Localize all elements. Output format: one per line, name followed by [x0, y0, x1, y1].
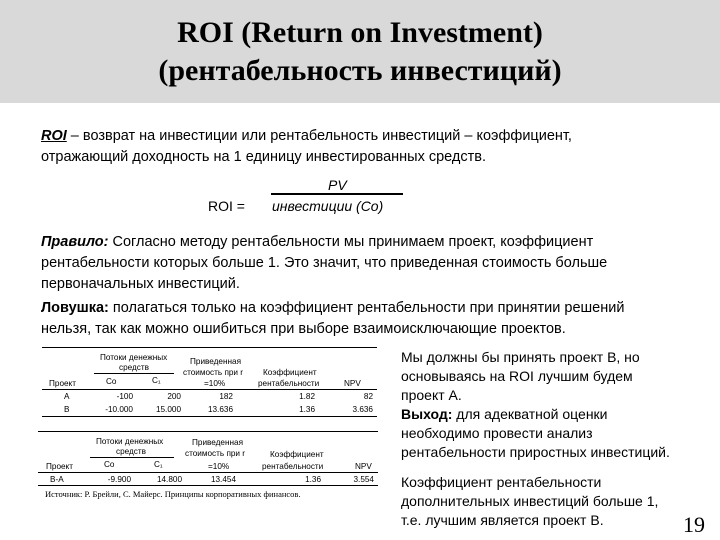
- fraction-bar: [271, 193, 403, 195]
- incremental-paragraph: [401, 473, 716, 530]
- cell-c1: 15.000: [155, 405, 181, 414]
- formula-numerator: PV: [328, 177, 347, 193]
- header-pv-l2: стоимость при r: [183, 368, 244, 377]
- table-top-rule: [42, 347, 377, 348]
- cell-pv: 13.636: [207, 405, 233, 414]
- title-banner: [0, 0, 720, 103]
- header-c0: Co: [106, 377, 117, 386]
- conclusion-line1: Мы должны бы принять проект B, но: [401, 349, 640, 365]
- header-cash-flows-l1: Потоки денежных: [96, 437, 164, 446]
- table-bottom-rule: [38, 485, 378, 486]
- definition-paragraph: [41, 126, 681, 168]
- header-project: Проект: [46, 462, 73, 471]
- cell-project: B: [64, 405, 70, 414]
- formula-denominator: инвестиции (Co): [272, 198, 384, 214]
- header-pv-l1: Приведенная: [190, 357, 242, 366]
- cell-project: A: [64, 392, 70, 401]
- cell-c1: 14.800: [156, 475, 182, 484]
- header-pi-l2: рентабельности: [258, 379, 320, 388]
- cell-c1: 200: [167, 392, 181, 401]
- cell-npv: 82: [363, 392, 373, 401]
- conclusion-line3: проект А.: [401, 387, 462, 403]
- definition-line1: – возврат на инвестиции или рентабельность инвестиций – коэффициент,: [66, 128, 572, 144]
- header-pv-l1: Приведенная: [192, 438, 244, 447]
- page-title-line1: ROI (Return on Investment): [177, 16, 543, 49]
- rule-paragraph: [41, 232, 681, 295]
- header-npv: NPV: [355, 462, 372, 471]
- formula-lhs: ROI =: [208, 198, 245, 214]
- cell-project: B-A: [50, 475, 64, 484]
- rule-label: Правило:: [41, 234, 109, 250]
- exit-label: Выход:: [401, 406, 453, 422]
- header-pi-l2: рентабельности: [262, 462, 324, 471]
- cell-npv: 3.554: [353, 475, 374, 484]
- header-rule: [42, 389, 377, 390]
- source-note: Источник: Р. Брейли, С. Майерс. Принципы корпоративных финансов.: [45, 489, 301, 499]
- header-cash-flows-l2: средств: [119, 363, 149, 372]
- header-rule: [38, 472, 378, 473]
- trap-line1: полагаться только на коэффициент рентабельности при принятии решений: [108, 300, 625, 316]
- cell-c0: -9.900: [107, 475, 131, 484]
- incremental-line1: Коэффициент рентабельности: [401, 474, 602, 490]
- roi-term: ROI: [41, 128, 67, 144]
- header-c1: C₁: [154, 460, 163, 469]
- exit-line2: необходимо провести анализ: [401, 425, 593, 441]
- rule-line1: Согласно методу рентабельности мы принимаем проект, коэффициент: [108, 234, 594, 250]
- cell-pv: 182: [219, 392, 233, 401]
- table-bottom-rule: [42, 416, 377, 417]
- rule-line2: рентабельности которых больше 1. Это значит, что приведенная стоимость больше: [41, 255, 608, 271]
- incremental-line3: т.е. лучшим является проект B.: [401, 512, 604, 528]
- cash-flows-rule: [94, 373, 174, 374]
- header-pv-l3: =10%: [204, 379, 226, 388]
- conclusion-paragraph: [401, 348, 716, 405]
- definition-line2: отражающий доходность на 1 единицу инвестированных средств.: [41, 149, 486, 165]
- cell-pi: 1.36: [305, 475, 321, 484]
- cell-c0: -10.000: [105, 405, 133, 414]
- trap-label: Ловушка:: [41, 300, 109, 316]
- cell-pv: 13.454: [210, 475, 236, 484]
- page-title-line2: (рентабельность инвестиций): [158, 54, 562, 87]
- header-c1: C₁: [152, 376, 161, 385]
- cell-c0: -100: [116, 392, 133, 401]
- header-pv-l2: стоимость при r: [185, 449, 246, 458]
- cell-pi: 1.82: [299, 392, 315, 401]
- header-project: Проект: [49, 379, 76, 388]
- trap-paragraph: [41, 298, 681, 340]
- incremental-line2: дополнительных инвестиций больше 1,: [401, 493, 659, 509]
- rule-line3: первоначальных инвестиций.: [41, 276, 240, 292]
- header-cash-flows-l1: Потоки денежных: [100, 353, 168, 362]
- trap-line2: нельзя, так как можно ошибиться при выборе взаимоисключающие проектов.: [41, 321, 566, 337]
- cell-npv: 3.636: [352, 405, 373, 414]
- exit-line3: рентабельности приростных инвестиций.: [401, 444, 670, 460]
- header-pi-l1: Коэффициент: [270, 450, 324, 459]
- conclusion-line2: основываясь на ROI лучшим будем: [401, 368, 633, 384]
- header-c0: Co: [104, 460, 115, 469]
- header-pv-l3: =10%: [208, 462, 230, 471]
- roi-formula: [208, 178, 428, 218]
- page-number: 19: [683, 512, 705, 537]
- exit-line1: для адекватной оценки: [452, 406, 608, 422]
- cell-pi: 1.36: [299, 405, 315, 414]
- header-npv: NPV: [344, 379, 361, 388]
- exit-paragraph: [401, 405, 716, 462]
- header-pi-l1: Коэффициент: [263, 368, 317, 377]
- cash-flows-rule: [90, 457, 174, 458]
- table-top-rule: [38, 431, 378, 432]
- header-cash-flows-l2: средств: [116, 447, 146, 456]
